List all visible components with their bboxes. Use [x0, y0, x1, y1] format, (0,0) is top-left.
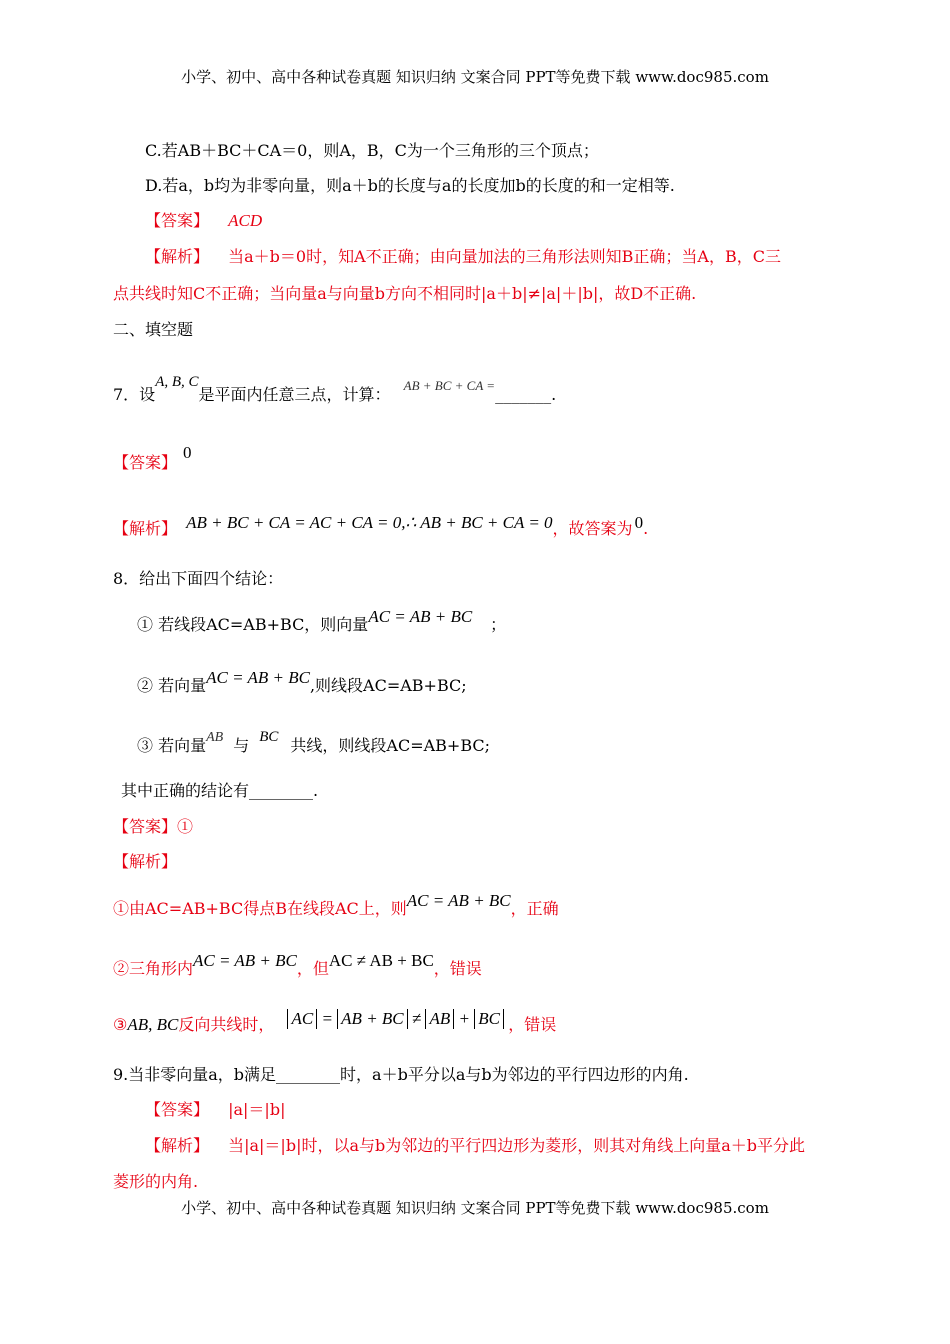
q7-analysis-value: 0 — [634, 513, 644, 532]
q6-analysis-line1 — [145, 244, 781, 267]
q8-a3-term3: AB — [425, 1009, 454, 1029]
q8-analysis-3 — [113, 1009, 557, 1035]
page-footer: 小学、初中、高中各种试卷真题 知识归纳 文案合同 PPT等免费下载 www.doc985.com — [181, 1199, 769, 1217]
q6-analysis-line2: 点共线时知C不正确；当向量a与向量b方向不相同时|a＋b|≠|a|＋|b|，故D不正确. — [113, 284, 697, 303]
q9-stem: 9.当非零向量a，b满足________时，a＋b平分以a与b为邻边的平行四边形的内角. — [113, 1065, 689, 1084]
q7-middle: 是平面内任意三点，计算： — [198, 385, 391, 404]
q8-a3-term2: AB + BC — [337, 1009, 407, 1029]
q8-a2-prefix: ②三角形内 — [113, 959, 194, 978]
q8-answer-label: 【答案】 — [113, 817, 178, 836]
q8-a3-formula — [287, 1009, 508, 1028]
q7-answer-label: 【答案】 — [113, 453, 178, 472]
q8-c3-mid: 与 — [233, 736, 250, 755]
q8-a3-end: ，错误 — [508, 1015, 557, 1034]
q8-c2-end: ,则线段AC=AB+BC; — [309, 676, 467, 695]
q8-c1-end: ； — [490, 615, 507, 634]
q8-a3-plus: + — [458, 1009, 470, 1028]
q7-blank: _______. — [495, 385, 557, 404]
q8-analysis-1 — [113, 891, 559, 919]
q8-a1-expr: AC = AB + BC — [406, 891, 511, 910]
q7-analysis-label: 【解析】 — [113, 519, 178, 538]
q8-a1-end: ，正确 — [510, 899, 559, 918]
page-header: 小学、初中、高中各种试卷真题 知识归纳 文案合同 PPT等免费下载 www.doc985.com — [181, 68, 769, 86]
q7-analysis — [113, 510, 649, 538]
q9-answer-label: 【答案】 — [145, 1100, 210, 1119]
q8-c3-end: 共线，则线段AC=AB+BC; — [290, 736, 491, 755]
q9-analysis-line1 — [145, 1133, 805, 1156]
q9-analysis-line2: 菱形的内角. — [113, 1172, 199, 1191]
q6-analysis-text1: 当a＋b＝0时，知A不正确；由向量加法的三角形法则知B正确；当A，B，C三 — [228, 247, 781, 266]
q8-stem: 8．给出下面四个结论： — [113, 569, 284, 588]
q7-prefix: 7．设 — [113, 385, 156, 404]
q6-answer — [145, 208, 262, 231]
q8-a2-expr: AC = AB + BC — [193, 951, 297, 970]
q8-question: 其中正确的结论有________. — [121, 781, 319, 800]
q8-answer-value: ① — [177, 817, 194, 836]
q8-a3-mid: 反向共线时， — [178, 1015, 275, 1034]
q8-a3-neq: ≠ — [411, 1009, 422, 1028]
q8-a1-prefix: ①由AC=AB+BC得点B在线段AC上，则 — [113, 899, 407, 918]
q7-analysis-end: . — [643, 519, 649, 538]
q9-analysis-text1: 当|a|＝|b|时，以a与b为邻边的平行四边形为菱形，则其对角线上向量a＋b平分此 — [228, 1136, 806, 1155]
q6-analysis-label: 【解析】 — [145, 247, 210, 266]
q6-answer-value: ACD — [228, 211, 263, 230]
q7-points: A, B, C — [155, 374, 199, 390]
q7-expr: AB + BC + CA = — [403, 378, 496, 393]
q9-answer — [145, 1097, 285, 1120]
q6-answer-label: 【答案】 — [145, 211, 210, 230]
q8-c2-expr: AC = AB + BC — [206, 668, 310, 687]
q8-a3-term1: AC — [287, 1009, 317, 1029]
q8-analysis-label: 【解析】 — [113, 852, 178, 871]
q7-stem — [113, 374, 557, 405]
q8-a3-vecs: AB, BC — [127, 1015, 179, 1034]
q8-analysis-2 — [113, 951, 482, 979]
q7-analysis-expr: AB + BC + CA = AC + CA = 0,∴ AB + BC + CA = 0 — [186, 513, 553, 532]
section-title: 二、填空题 — [113, 320, 194, 339]
q7-analysis-tail: ，故答案为 — [552, 519, 633, 538]
q8-c1-expr: AC = AB + BC — [368, 607, 473, 626]
q8-a2-end: ，错误 — [433, 959, 482, 978]
q8-c3-prefix: ③ 若向量 — [137, 736, 207, 755]
q8-c3-bc: BC — [259, 729, 279, 745]
q8-conclusion-1 — [137, 607, 507, 635]
q8-a3-prefix: ③ — [113, 1015, 128, 1034]
q8-c3-ab: AB — [206, 730, 224, 745]
q8-c2-prefix: ② 若向量 — [137, 676, 207, 695]
q8-a2-mid: ，但 — [296, 959, 329, 978]
q8-a3-eq: = — [321, 1009, 333, 1028]
q8-a3-term4: BC — [474, 1009, 504, 1029]
q7-answer-value: 0 — [183, 443, 192, 462]
q9-analysis-label: 【解析】 — [145, 1136, 210, 1155]
q8-a2-expr2: AC ≠ AB + BC — [328, 951, 434, 970]
q8-conclusion-2 — [137, 668, 467, 696]
q8-answer — [113, 814, 193, 837]
q8-conclusion-3 — [137, 729, 491, 756]
q6-option-c: C.若AB＋BC＋CA＝0，则A，B，C为一个三角形的三个顶点； — [145, 141, 599, 160]
q7-answer — [113, 443, 192, 473]
q6-option-d: D.若a，b均为非零向量，则a＋b的长度与a的长度加b的长度的和一定相等. — [145, 176, 675, 195]
q8-c1-prefix: ① 若线段AC=AB+BC，则向量 — [137, 615, 369, 634]
q9-answer-value: |a|＝|b| — [228, 1100, 286, 1119]
